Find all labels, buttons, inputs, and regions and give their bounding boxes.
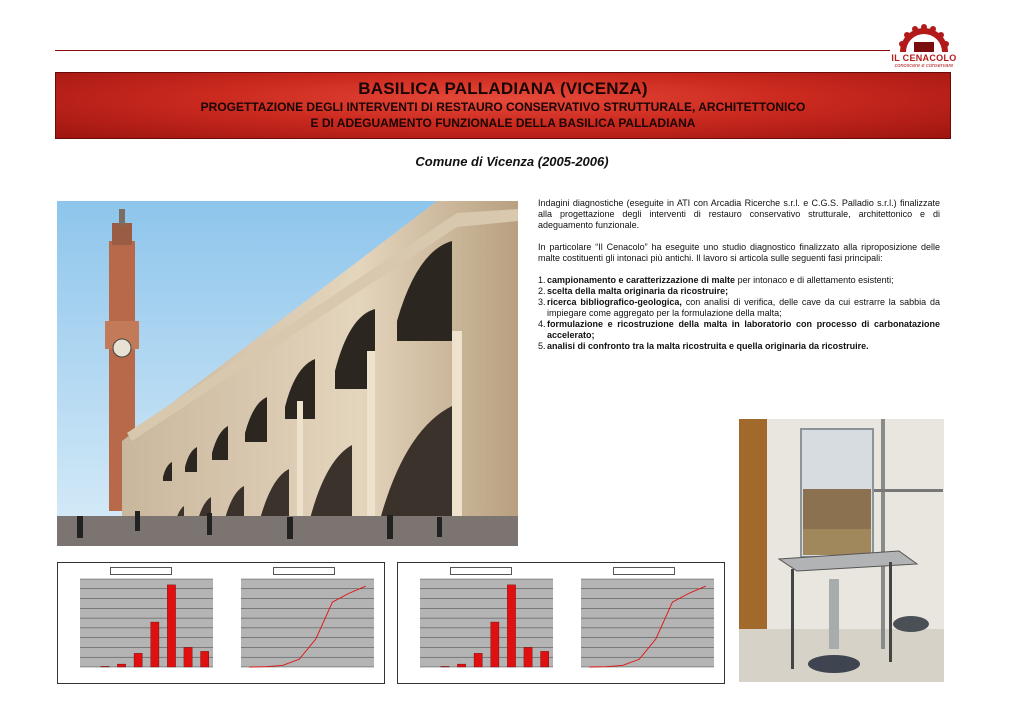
basilica-photo: [57, 201, 518, 546]
header-rule: [55, 50, 890, 51]
chart-title: [450, 567, 512, 575]
method-paragraph: In particolare “Il Cenacolo” ha eseguite uno studio diagnostico finalizzato alla riproposizione delle malte costituenti gli intonaci più antichi. Il lavoro si articola sulle seguenti fasi principali:: [538, 242, 940, 263]
bar: [507, 585, 515, 667]
bar: [441, 666, 449, 667]
list-item: 4. formulazione e ricostruzione della malta in laboratorio con processo di carbonatazione accelerato;: [538, 319, 940, 340]
bar: [134, 653, 142, 667]
chart-bar-1: [60, 565, 223, 680]
logo-name: IL CENACOLO: [891, 53, 957, 63]
chart-title: [613, 567, 675, 575]
list-item: 1. campionamento e caratterizzazione di malte per intonaco e di allettamento esistenti;: [538, 275, 894, 285]
logo: [888, 20, 960, 70]
chart-line-1: [221, 565, 384, 680]
chart-panel-right: [397, 562, 725, 684]
bar: [117, 664, 125, 667]
chart-panel-left: [57, 562, 385, 684]
bar: [167, 585, 175, 667]
bar: [201, 651, 209, 667]
title-banner: [55, 72, 951, 139]
bar: [474, 653, 482, 667]
bar: [184, 647, 192, 667]
bar: [457, 664, 465, 667]
page-title: BASILICA PALLADIANA (VICENZA): [358, 79, 648, 98]
bar: [541, 651, 549, 667]
project-client: Comune di Vicenza (2005-2006): [415, 154, 609, 169]
bar: [151, 622, 159, 667]
laboratory-photo: [739, 419, 944, 682]
logo-tagline: conoscere e conservare: [894, 63, 954, 69]
bar: [491, 622, 499, 667]
subtitle-line-1: PROGETTAZIONE DEGLI INTERVENTI DI RESTAURO CONSERVATIVO STRUTTURALE, ARCHITETTONICO: [200, 100, 806, 114]
chart-title: [273, 567, 335, 575]
steps-list: [538, 275, 940, 352]
plot-area: [581, 579, 714, 667]
plot-area: [241, 579, 374, 667]
cenacolo-logo-icon: [896, 20, 952, 54]
plot-area: [80, 579, 213, 667]
chart-title: [110, 567, 172, 575]
list-item: 3. ricerca bibliografico-geologica, con analisi di verifica, delle cave da cui estrarre la sabbia da impiegare come aggregato per la formulazione della malta;: [538, 297, 940, 318]
list-item: 5. analisi di confronto tra la malta ricostruita e quella originaria da ricostruire.: [538, 341, 869, 351]
bar: [524, 647, 532, 667]
intro-paragraph: Indagini diagnostiche (eseguite in ATI con Arcadia Ricerche s.r.l. e C.G.S. Palladio s.r.l.) finalizzate alla progettazione degli interventi di restauro conservativo strutturale, architettonico e di adeguamento funzionale.: [538, 198, 940, 230]
subtitle-line-2: E DI ADEGUAMENTO FUNZIONALE DELLA BASILICA PALLADIANA: [310, 116, 696, 130]
plot-area: [420, 579, 553, 667]
description-text: [538, 198, 940, 352]
list-item: 2. scelta della malta originaria da ricostruire;: [538, 286, 729, 296]
chart-bar-2: [400, 565, 563, 680]
chart-line-2: [561, 565, 724, 680]
bar: [101, 666, 109, 667]
